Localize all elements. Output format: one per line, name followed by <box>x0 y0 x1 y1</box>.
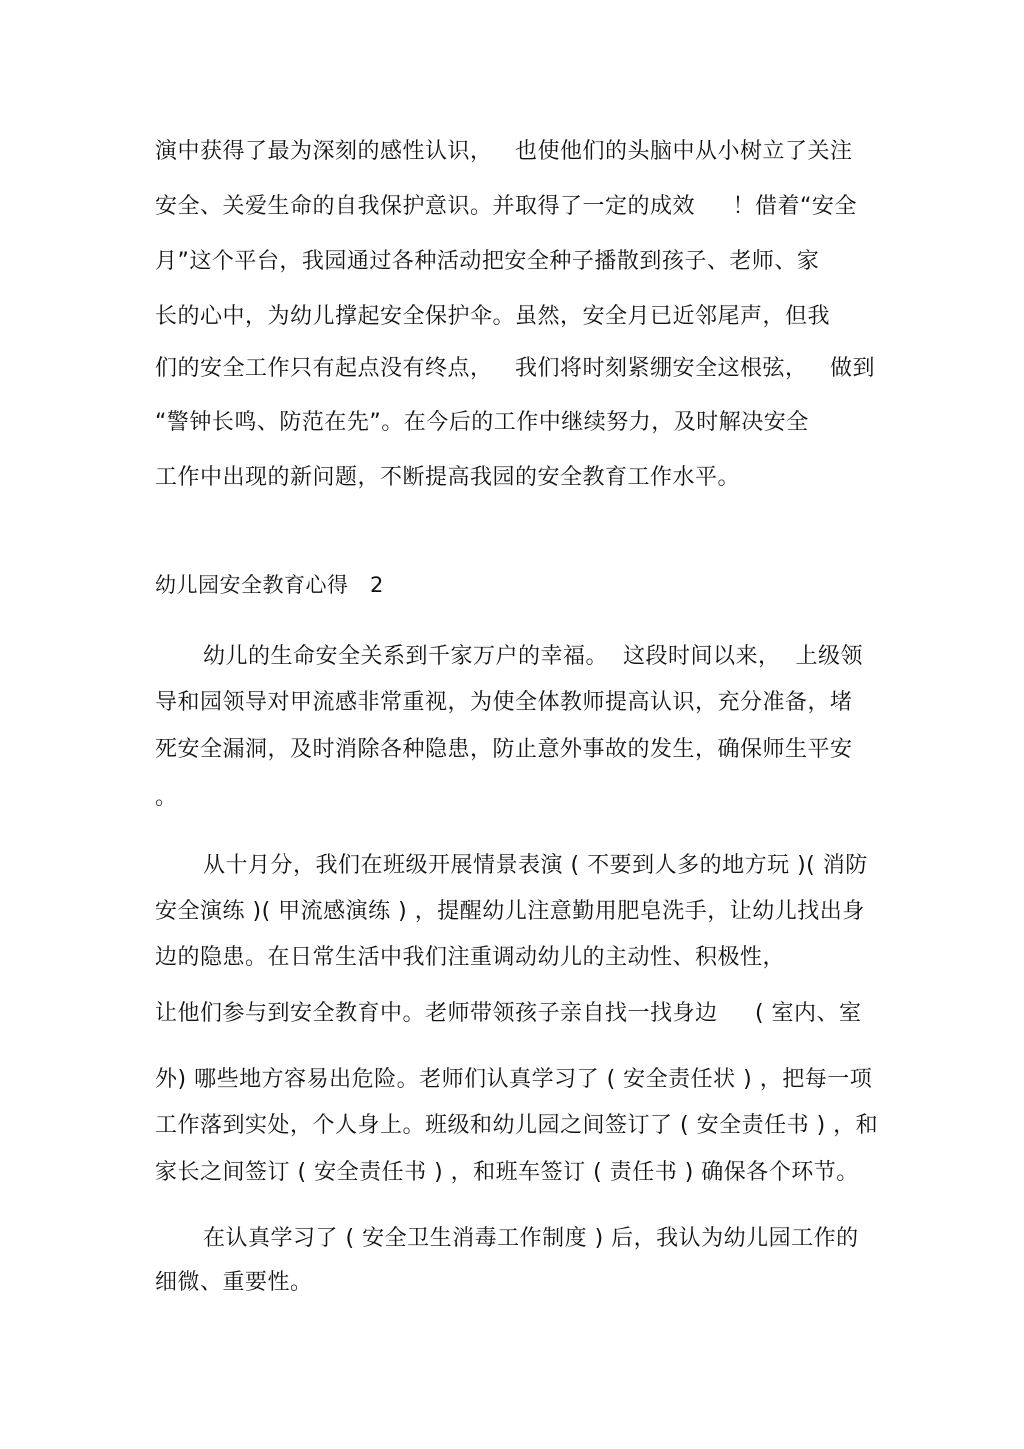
text-line: 边的隐患。在日常生活中我们注重调动幼儿的主动性、积极性， <box>155 945 786 970</box>
text-line: 演中获得了最为深刻的感性认识， 也使他们的头脑中从小树立了关注 <box>155 139 853 164</box>
text-line: 长的心中，为幼儿撑起安全保护伞。虽然，安全月已近邻尾声，但我 <box>155 304 831 329</box>
text-line: 安全演练 )( 甲流感演练 ) ，提醒幼儿注意勤用肥皂洗手，让幼儿找出身 <box>155 899 865 924</box>
text-line: 细微、重要性。 <box>155 1270 313 1295</box>
text-line: 从十月分，我们在班级开展情景表演 ( 不要到人多的地方玩 )( 消防 <box>203 853 868 878</box>
text-line: 月”这个平台，我园通过各种活动把安全种子播散到孩子、老师、家 <box>155 249 820 274</box>
text-line: 工作落到实处，个人身上。班级和幼儿园之间签订了 ( 安全责任书 ) ，和 <box>155 1113 879 1138</box>
text-line: 家长之间签订 ( 安全责任书 ) ，和班车签订 ( 责任书 ) 确保各个环节。 <box>155 1160 859 1185</box>
text-line: 们的安全工作只有起点没有终点， 我们将时刻紧绷安全这根弦， 做到 <box>155 356 875 381</box>
text-line: 外) 哪些地方容易出危险。老师们认真学习了 ( 安全责任状 ) ，把每一项 <box>155 1067 873 1092</box>
section-heading: 幼儿园安全教育心得 2 <box>155 573 384 597</box>
text-line: 在认真学习了 ( 安全卫生消毒工作制度 ) 后，我认为幼儿园工作的 <box>203 1226 859 1251</box>
text-line: 安全、关爱生命的自我保护意识。并取得了一定的成效 ！借着“安全 <box>155 194 857 219</box>
text-line: “警钟长鸣、防范在先”。在今后的工作中继续努力，及时解决安全 <box>155 410 809 435</box>
text-line: 。 <box>155 785 178 810</box>
text-line: 幼儿的生命安全关系到千家万户的幸福。 这段时间以来， 上级领 <box>203 644 863 669</box>
text-line: 工作中出现的新问题，不断提高我园的安全教育工作水平。 <box>155 465 741 490</box>
text-line: 导和园领导对甲流感非常重视，为使全体教师提高认识，充分准备，堵 <box>155 690 853 715</box>
text-line: 死安全漏洞，及时消除各种隐患，防止意外事故的发生，确保师生平安 <box>155 737 853 762</box>
text-line: 让他们参与到安全教育中。老师带领孩子亲自找一找身边 ( 室内、室 <box>155 1001 862 1026</box>
